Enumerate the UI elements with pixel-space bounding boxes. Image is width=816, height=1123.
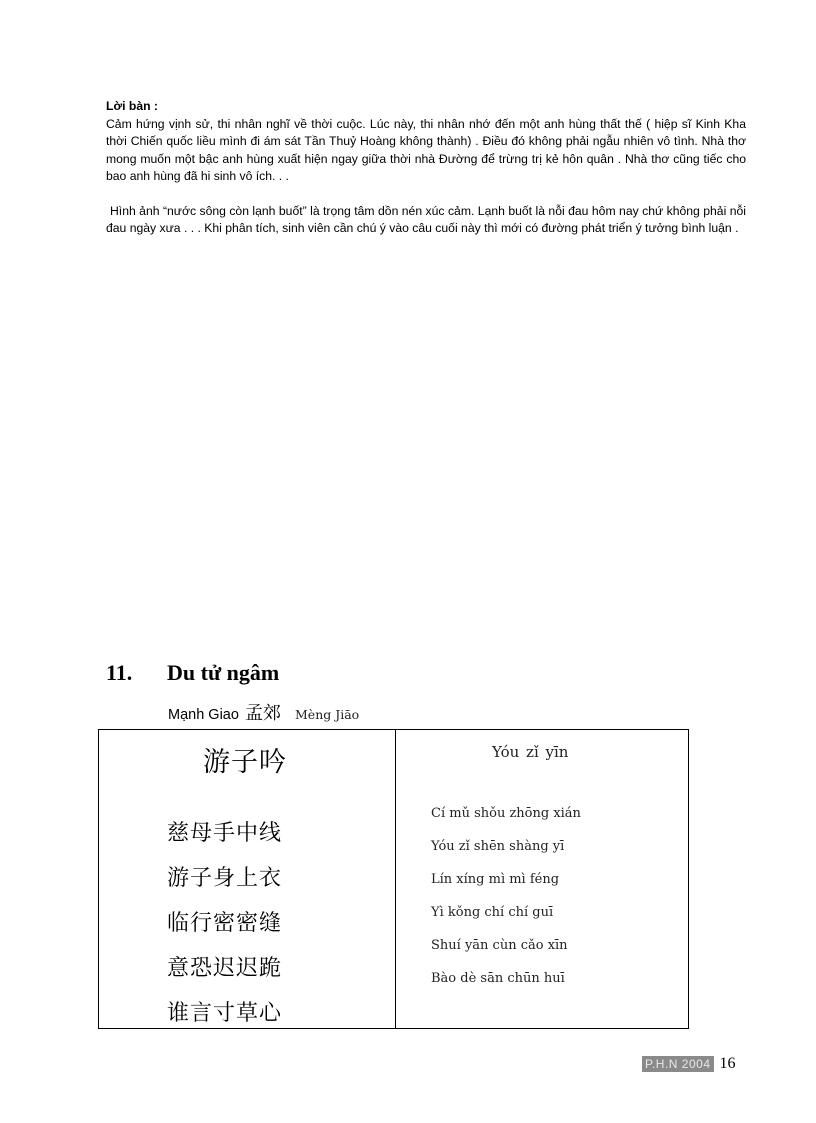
author-vietnamese: Mạnh Giao xyxy=(168,707,239,723)
author-pinyin: Mèng Jiāo xyxy=(295,707,360,722)
author-hanzi: 孟郊 xyxy=(244,703,281,723)
section-title: Du tử ngâm xyxy=(167,660,280,685)
chinese-poem-title: 游子吟 xyxy=(203,747,287,777)
chinese-line: 临行密密缝 xyxy=(167,910,283,935)
chinese-poem-lines xyxy=(167,810,282,1035)
pinyin-line: Lín xíng mì mì féng xyxy=(431,872,560,887)
commentary-label: Lời bàn : xyxy=(106,99,158,113)
chinese-line: 慈母手中线 xyxy=(167,820,283,845)
pinyin-line: Yì kǒng chí chí guī xyxy=(431,905,554,920)
pinyin-line: Bào dè sān chūn huī xyxy=(431,971,565,986)
commentary-paragraph-1: Cảm hứng vịnh sử, thi nhân nghĩ về thời cuộc. Lúc này, thi nhân nhớ đến một anh hùng thất thế ( hiệp sĩ Kinh Kha thời Chiến quốc liều mình đi ám sát Tần Thuỷ Hoàng không thành) . Điều đó không phải ngẫu nhiên vô tình. Nhà thơ mong muốn một bậc anh hùng xuất hiện ngay giữa thời nhà Đường để trừng trị kẻ hôn quân . Nhà thơ cũng tiếc cho bao anh hùng đã hi sinh vô ích. . . xyxy=(106,116,746,183)
page-footer xyxy=(642,1055,736,1073)
chinese-line: 意恐迟迟跪 xyxy=(167,955,283,980)
chinese-column xyxy=(99,730,396,1028)
chinese-line: 谁言寸草心 xyxy=(167,1000,283,1025)
pinyin-line: Cí mǔ shǒu zhōng xián xyxy=(431,806,581,821)
commentary-paragraph-2: Hình ảnh “nước sông còn lạnh buốt” là trọng tâm dồn nén xúc cảm. Lạnh buốt là nỗi đau hôm nay chứ không phải nỗi đau ngày xưa . . . Khi phân tích, sinh viên cần chú ý vào câu cuối này thì mới có đường phát triển ý tưởng bình luận . xyxy=(106,203,746,235)
chinese-line: 游子身上衣 xyxy=(167,865,283,890)
author-line xyxy=(168,699,359,725)
pinyin-line: Yóu zǐ shēn shàng yī xyxy=(431,839,565,854)
pinyin-line: Shuí yān cùn cǎo xīn xyxy=(431,938,568,953)
pinyin-poem-title: Yóu zǐ yīn xyxy=(492,743,569,761)
pinyin-column xyxy=(396,730,688,1028)
page-number: 16 xyxy=(719,1055,736,1072)
poem-table xyxy=(98,729,689,1029)
section-number: 11. xyxy=(106,660,133,685)
section-heading xyxy=(106,660,279,686)
commentary-block xyxy=(106,98,746,238)
pinyin-poem-lines xyxy=(431,797,581,995)
author-badge: P.H.N 2004 xyxy=(642,1056,714,1072)
